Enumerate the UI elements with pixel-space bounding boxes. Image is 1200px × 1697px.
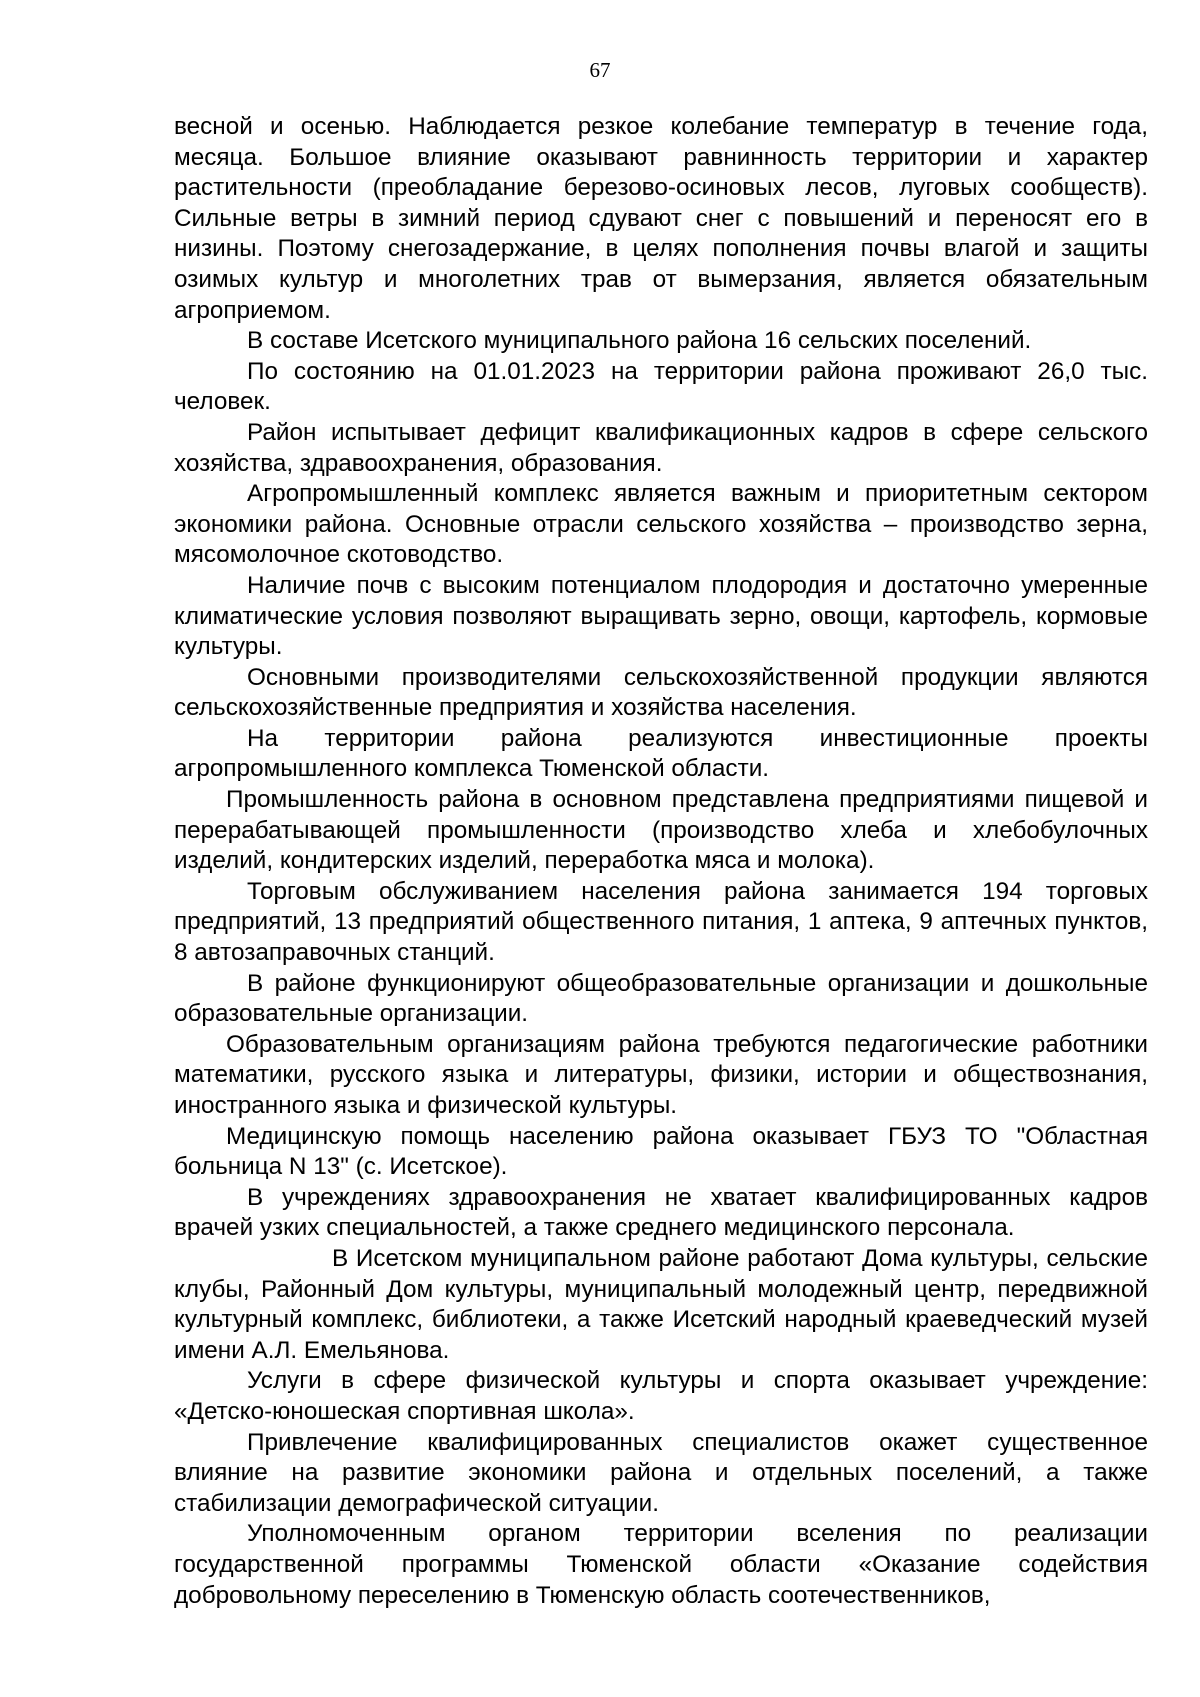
paragraph-producers: Основными производителями сельскохозяйственной продукции являются сельскохозяйственные предприятия и хозяйства населения. bbox=[174, 663, 1148, 722]
paragraph-soils: Наличие почв с высоким потенциалом плодородия и достаточно умеренные климатические условия позволяют выращивать зерно, овощи, картофель, кормовые культуры. bbox=[174, 571, 1148, 661]
paragraph-sport: Услуги в сфере физической культуры и спорта оказывает учреждение: «Детско-юношеская спортивная школа». bbox=[174, 1367, 1148, 1425]
paragraph-teachers: Образовательным организациям района требуются педагогические работники математики, русского языка и литературы, физики, истории и обществознания, иностранного языка и физической культуры. bbox=[174, 1030, 1148, 1119]
document-body bbox=[174, 112, 1148, 1611]
paragraph-staff-deficit: Район испытывает дефицит квалификационных кадров в сфере сельского хозяйства, здравоохранения, образования. bbox=[174, 418, 1148, 477]
paragraph-program: Уполномоченным органом территории вселения по реализации государственной программы Тюменской области «Оказание содействия добровольному переселению в Тюменскую область соотечественников, bbox=[174, 1520, 1148, 1609]
paragraph-schools: В районе функционируют общеобразовательные организации и дошкольные образовательные организации. bbox=[174, 969, 1148, 1028]
paragraph-agro-complex: Агропромышленный комплекс является важным и приоритетным сектором экономики района. Основные отрасли сельского хозяйства – производство зерна, мясомолочное скотоводство. bbox=[174, 480, 1148, 569]
paragraph-investment: На территории района реализуются инвестиционные проекты агропромышленного комплекса Тюменской области. bbox=[174, 724, 1148, 783]
paragraph-settlements: В составе Исетского муниципального района 16 сельских поселений. bbox=[247, 327, 1032, 355]
paragraph-specialists: Привлечение квалифицированных специалистов окажет существенное влияние на развитие экономики района и отдельных поселений, а также стабилизации демографической ситуации. bbox=[174, 1428, 1148, 1517]
paragraph-medical: Медицинскую помощь населению района оказывает ГБУЗ ТО "Областная больница N 13" (с. Исетское). bbox=[174, 1122, 1148, 1181]
paragraph-population: По состоянию на 01.01.2023 на территории района проживают 26,0 тыс. человек. bbox=[174, 357, 1148, 416]
paragraph-climate: весной и осенью. Наблюдается резкое колебание температур в течение года, месяца. Большое влияние оказывают равнинность территории и характер растительности (преобладание березово-осиновых лесов, луговых сообществ). Сильные ветры в зимний период сдувают снег с повышений и переносят его в низины. Поэтому снегозадержание, в целях пополнения почвы влагой и защиты озимых культур и многолетних трав от вымерзания, является обязательным агроприемом. bbox=[174, 113, 1148, 324]
paragraph-industry: Промышленность района в основном представлена предприятиями пищевой и перерабатывающей промышленности (производство хлеба и хлебобулочных изделий, кондитерских изделий, переработка мяса и молока). bbox=[174, 786, 1148, 875]
paragraph-trade: Торговым обслуживанием населения района занимается 194 торговых предприятий, 13 предприятий общественного питания, 1 аптека, 9 аптечных пунктов, 8 автозаправочных станций. bbox=[174, 877, 1148, 967]
paragraph-health-staff: В учреждениях здравоохранения не хватает квалифицированных кадров врачей узких специальностей, а также среднего медицинского персонала. bbox=[174, 1183, 1148, 1242]
page-number: 67 bbox=[589, 58, 611, 82]
paragraph-culture: В Исетском муниципальном районе работают Дома культуры, сельские клубы, Районный Дом культуры, муниципальный молодежный центр, передвижной культурный комплекс, библиотеки, а также Исетский народный краеведческий музей имени А.Л. Емельянова. bbox=[174, 1244, 1148, 1364]
